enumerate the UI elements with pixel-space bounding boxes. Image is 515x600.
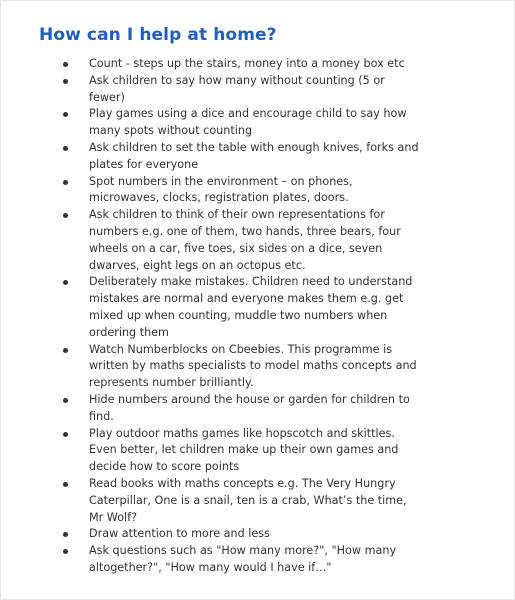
list-item-text: Count - steps up the stairs, money into a money box etc: [89, 57, 405, 70]
list-item-text: Ask questions such as "How many more?", "How many altogether?", "How many would I have if…": [89, 544, 397, 574]
list-item-text: Watch Numberblocks on Cbeebies. This programme is written by maths specialists to model maths concepts and represents number brilliantly.: [89, 342, 417, 390]
page-title: How can I help at home?: [39, 25, 277, 45]
bullet-icon: [63, 549, 68, 554]
list-item-text: Read books with maths concepts e.g. The Very Hungry Caterpillar, One is a snail, ten is a crab, What’s the time, Mr Wolf?: [89, 476, 407, 524]
list-item-text: Play games using a dice and encourage child to say how many spots without counting: [89, 107, 407, 138]
list-item: [61, 342, 461, 392]
list-item-text: Hide numbers around the house or garden for children to find.: [89, 392, 410, 423]
bullet-icon: [63, 348, 68, 353]
list-item-text: Play outdoor maths games like hopscotch and skittles. Even better, let children make up their own games and decide how to score points: [89, 426, 399, 474]
list-item: [61, 476, 461, 526]
list-item-text: Ask children to set the table with enough knives, forks and plates for everyone: [89, 140, 419, 171]
list-item: [61, 274, 461, 341]
bullet-icon: [63, 432, 68, 437]
list-item: [61, 140, 461, 174]
list-item: [61, 426, 461, 476]
list-item-text: Ask children to say how many without counting (5 or fewer): [89, 73, 385, 104]
bullet-icon: [63, 532, 68, 537]
bullet-icon: [63, 62, 68, 67]
list-item: [61, 56, 461, 73]
list-item-text: Spot numbers in the environment – on phones, microwaves, clocks, registration plates, doors.: [89, 174, 353, 205]
list-item: [61, 526, 461, 543]
bullet-icon: [63, 398, 68, 403]
bullet-icon: [63, 280, 68, 285]
list-item-text: Ask children to think of their own representations for numbers e.g. one of them, two hands, three bears, four wheels on a car, five toes, six sides on a dice, seven dwarves, eight legs on an octopus etc.: [89, 208, 401, 272]
bullet-icon: [63, 180, 68, 185]
bullet-icon: [63, 146, 68, 151]
bullet-icon: [63, 213, 68, 218]
list-item: [61, 543, 461, 577]
bullet-icon: [63, 482, 68, 487]
list-item: [61, 392, 461, 426]
list-item: [61, 207, 461, 274]
bullet-icon: [63, 79, 68, 84]
help-suggestions-list: [61, 56, 461, 577]
list-item: [61, 174, 461, 208]
list-item: [61, 73, 461, 107]
list-item: [61, 106, 461, 140]
bullet-icon: [63, 112, 68, 117]
list-item-text: Deliberately make mistakes. Children need to understand mistakes are normal and everyone makes them e.g. get mixed up when counting, muddle two numbers when ordering them: [89, 275, 413, 339]
list-item-text: Draw attention to more and less: [89, 527, 270, 541]
